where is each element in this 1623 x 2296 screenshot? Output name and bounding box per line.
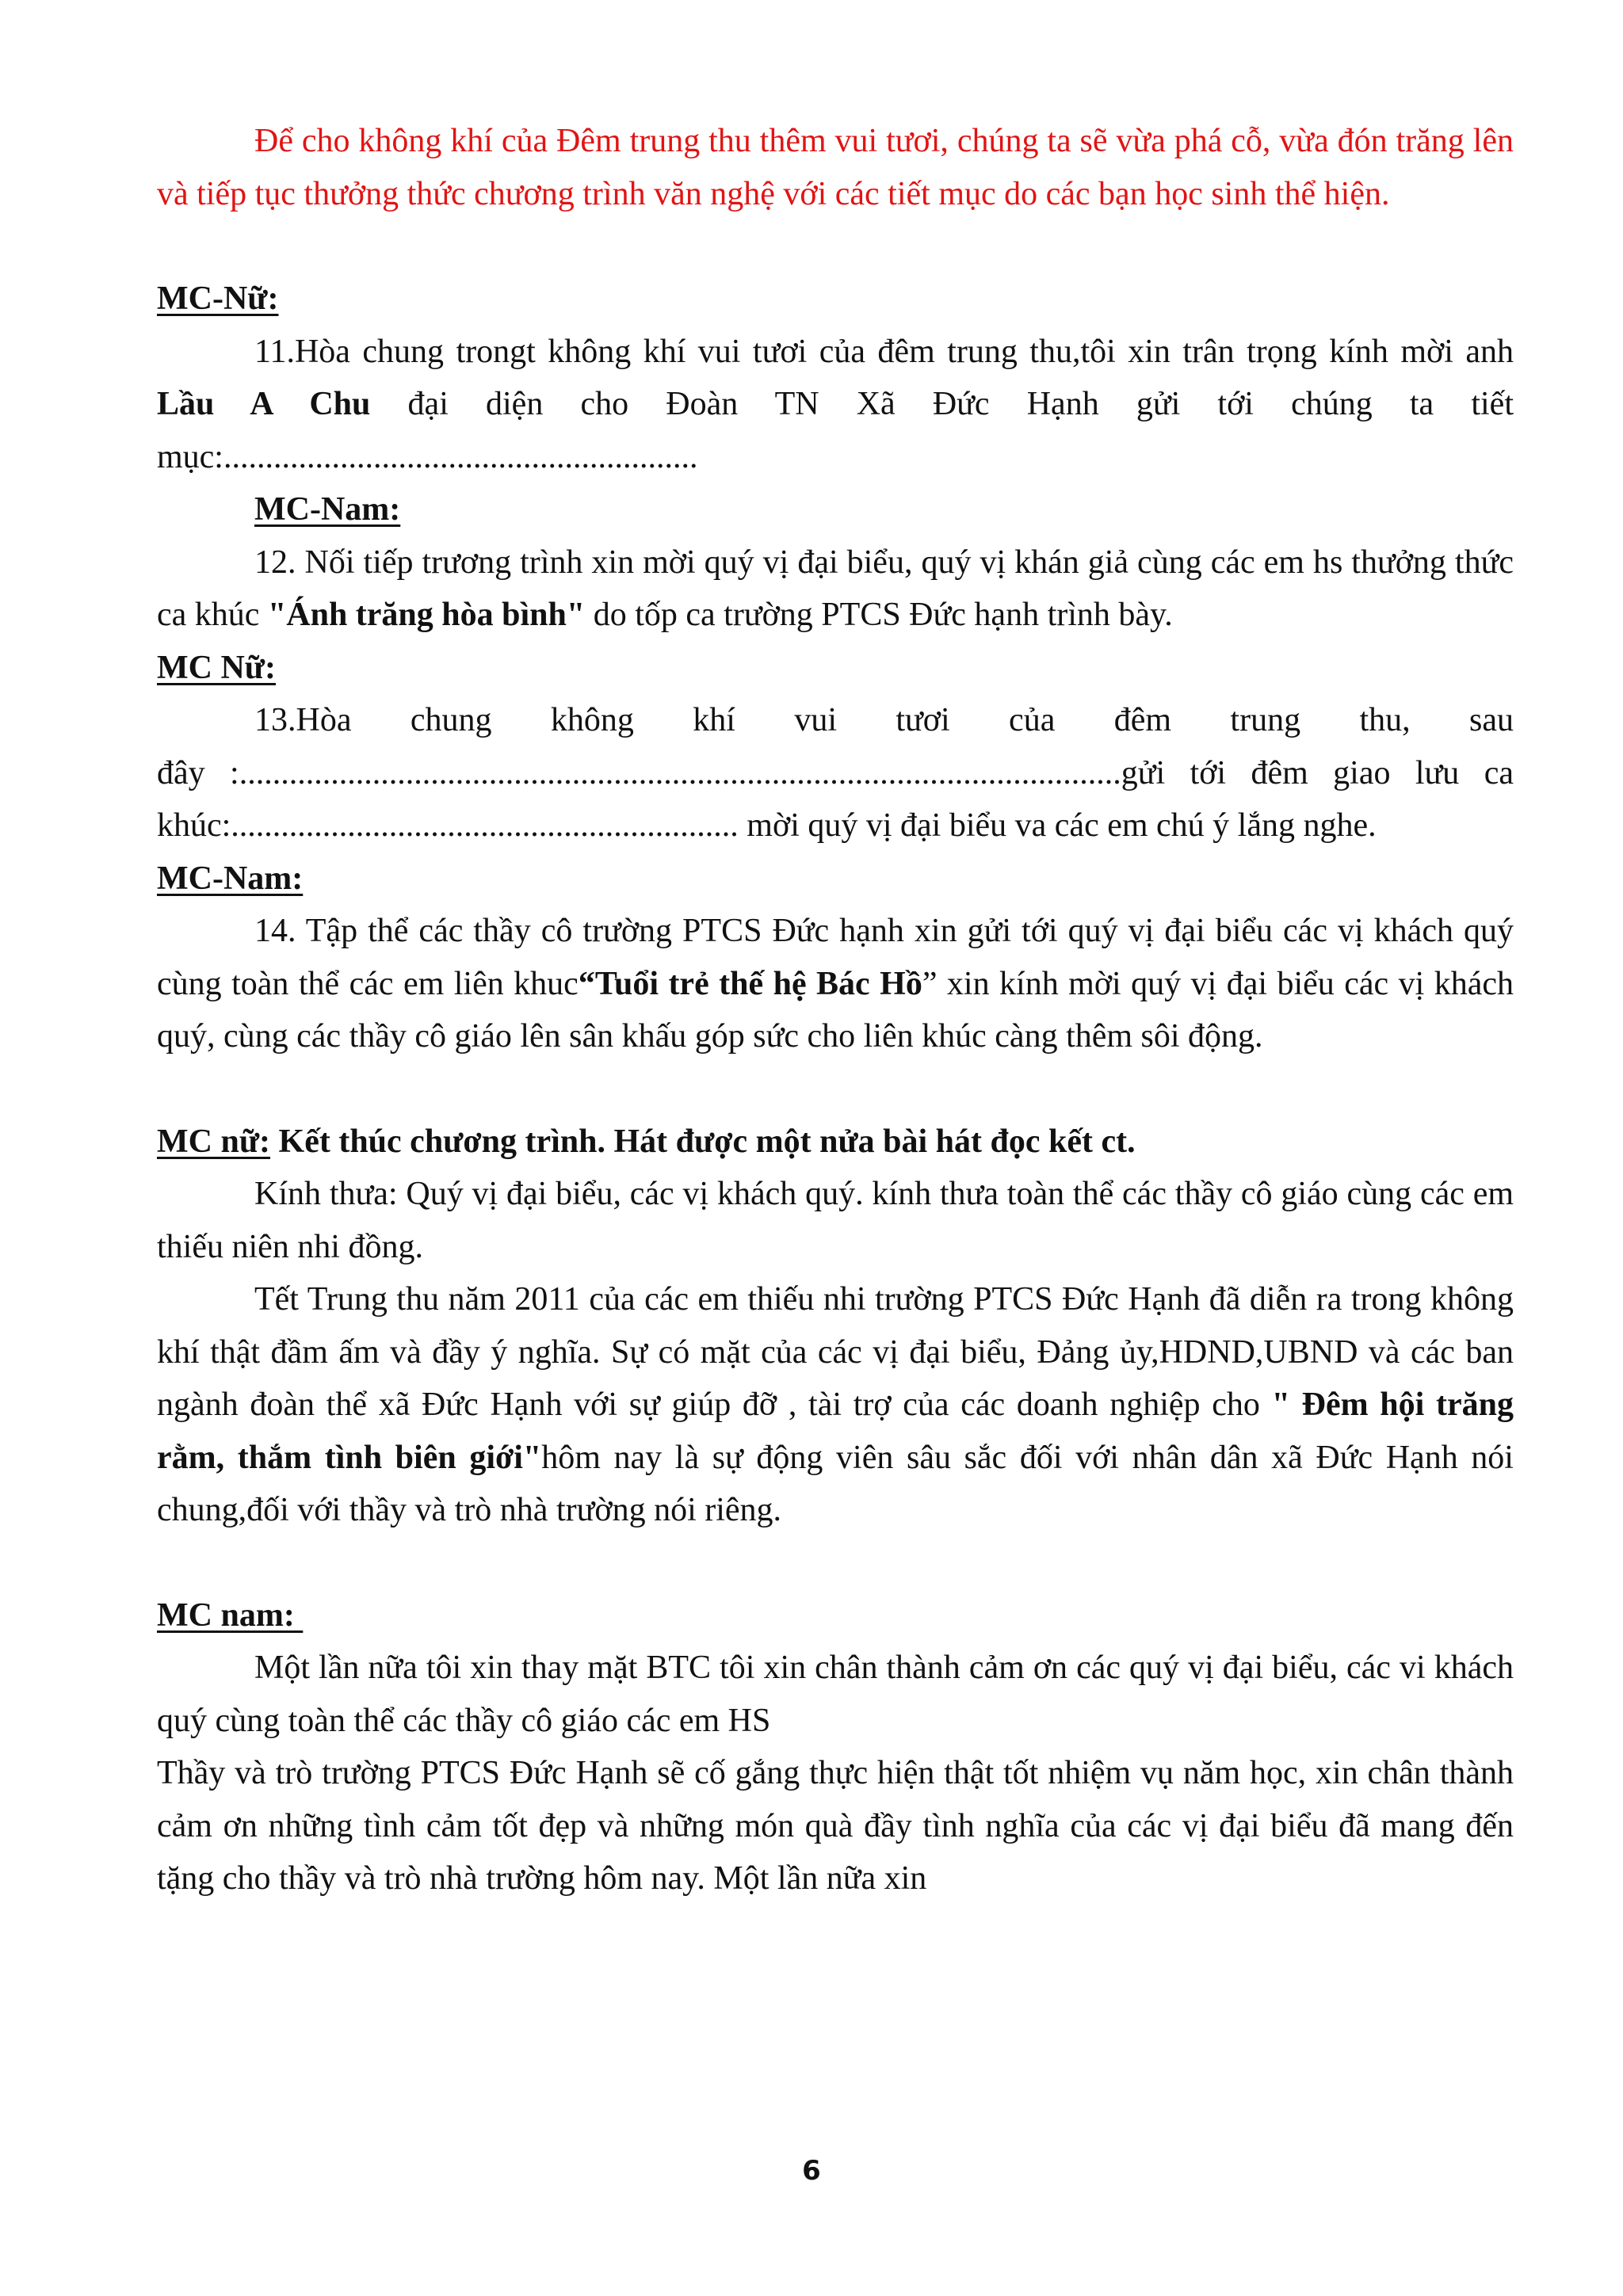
closing-summary-text-a: Tết Trung thu năm 2011 của các em thiếu nhi trường PTCS Đức Hạnh đã diễn ra trong không khí thật đầm ấm và đầy ý nghĩa. Sự có mặt của các vị đại biểu, Đảng ủy,HDND,UBND và các ban ngành đoàn thể xã Đức Hạnh với sự giúp đỡ , tài trợ của các doanh nghiệp cho (157, 1281, 1514, 1423)
closing-summary-text-b: hôm nay là sự động viên sâu sắc đối với nhân dân xã Đức Hạnh nói chung,đối với thầy và trò nhà trường nói riêng. (157, 1439, 1514, 1528)
item-13-paragraph: đây :..........................................................................................................gửi tới đêm giao lưu ca khúc:............................................................. mời quý vị đại biểu va các em chú ý lắng nghe. (157, 754, 1514, 844)
spacer (157, 1063, 1514, 1116)
item-14-text-b: ” xin kính mời quý vị đại biểu các vị khách quý, cùng các thầy cô giáo lên sân khấu góp sức cho liên khúc càng thêm sôi động. (157, 965, 1514, 1055)
closing-heading (157, 1116, 1514, 1169)
document-page (157, 115, 1514, 1905)
closing-instruction: Kết thúc chương trình. Hát được một nửa bài hát đọc kết ct. (270, 1123, 1136, 1160)
song-title: "Ánh trăng hòa bình" (267, 597, 586, 633)
thanks-paragraph: Một lần nữa tôi xin thay mặt BTC tôi xin chân thành cảm ơn các quý vị đại biểu, các vi khách quý cùng toàn thể các thầy cô giáo các em HS (157, 1650, 1514, 1739)
item-11-text-a: 11.Hòa chung trongt không khí vui tươi của đêm trung thu,tôi xin trân trọng kính mời anh (254, 333, 1514, 370)
closing-greeting-paragraph: Kính thưa: Quý vị đại biểu, các vị khách quý. kính thưa toàn thể các thầy cô giáo cùng các em thiếu niên nhi đồng. (157, 1176, 1514, 1265)
school-commitment-paragraph: Thầy và trò trường PTCS Đức Hạnh sẽ cố gắng thực hiện thật tốt nhiệm vụ năm học, xin chân thành cảm ơn những tình cảm tốt đẹp và những món quà đầy tình nghĩa của các vị đại biểu đã mang đến tặng cho thầy và trò nhà trường hôm nay. Một lần nữa xin (157, 1755, 1514, 1897)
item-14-text-a: 14. Tập thể các thầy cô trường PTCS Đức hạnh xin gửi tới quý vị đại biểu các vị khách quý cùng toàn thể các em liên khuc (157, 913, 1514, 1002)
item-11-text-b: đại diện cho Đoàn TN Xã Đức Hạnh gửi tới chúng ta tiết mục:......................................................... (157, 386, 1514, 475)
intro-paragraph: Để cho không khí của Đêm trung thu thêm vui tươi, chúng ta sẽ vừa phá cỗ, vừa đón trăng lên và tiếp tục thưởng thức chương trình văn nghệ với các tiết mục do các bạn học sinh thể hiện. (157, 123, 1514, 212)
speaker-label-mc-female: MC Nữ: (157, 649, 276, 686)
speaker-label-mc-female: MC nữ: (157, 1123, 271, 1160)
medley-title: “Tuổi trẻ thế hệ Bác Hồ (578, 965, 922, 1002)
closing-summary-paragraph (157, 1273, 1514, 1537)
item-12-text-a: 12. Nối tiếp trương trình xin mời quý vị đại biểu, quý vị khán giả cùng các em hs thưởng thức ca khúc (157, 543, 1514, 633)
speaker-label-mc-male: MC nam: (157, 1596, 304, 1634)
speaker-label-mc-female: MC-Nữ: (157, 280, 279, 317)
spacer (157, 1537, 1514, 1589)
item-12-text-b: do tốp ca trường PTCS Đức hạnh trình bày. (585, 597, 1173, 633)
page-number: 6 (802, 2155, 821, 2187)
item-12-paragraph (157, 536, 1514, 642)
performer-name: Lầu A Chu (157, 386, 371, 422)
spacer (157, 220, 1514, 273)
speaker-label-mc-male: MC-Nam: (157, 860, 304, 897)
speaker-label-mc-male: MC-Nam: (254, 491, 401, 528)
item-14-paragraph (157, 905, 1514, 1063)
item-11-paragraph (157, 326, 1514, 484)
item-13-first-line: 13.Hòa chung không khí vui tươi của đêm trung thu, sau (254, 702, 1514, 738)
event-title: " Đêm hội trăng rằm, thắm tình biên giới" (157, 1386, 1514, 1476)
